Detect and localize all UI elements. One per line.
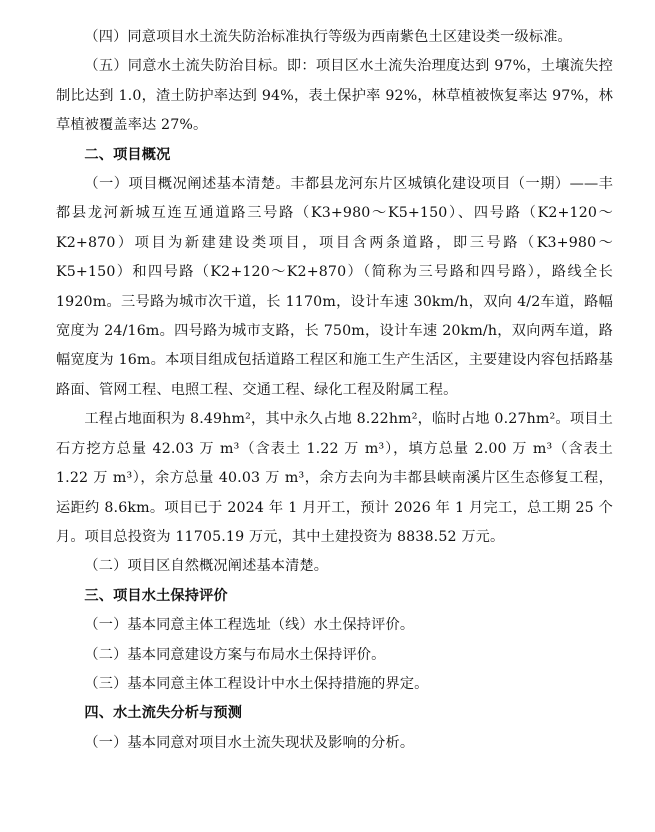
paragraph-site-selection-evaluation: （一）基本同意主体工程选址（线）水土保持评价。 <box>84 617 415 634</box>
paragraph-prevention-targets: （五）同意水土流失防治目标。即：项目区水土流失治理度达到 97%，土壤流失控制比达到 1.0，渣土防护率达到 94%，表土保护率 92%，林草植被恢复率达 97%，林草植被覆盖率达 27%。 <box>56 58 613 134</box>
section-heading-erosion-analysis: 四、水土流失分析与预测 <box>84 705 243 722</box>
paragraph-erosion-status-analysis: （一）基本同意对项目水土流失现状及影响的分析。 <box>84 734 415 751</box>
section-heading-project-overview: 二、项目概况 <box>84 146 171 163</box>
paragraph-land-and-earthwork: 工程占地面积为 8.49hm²，其中永久占地 8.22hm²，临时占地 0.27hm²。项目土石方挖方总量 42.03 万 m³（含表土 1.22 万 m³），填方总量 2.00 万 m³（含表土 1.22 万 m³），余方总量 40.03 万 m³，余方去向为丰都县峡南溪片区生态修复工程，运距约 8.6km。项目已于 2024 年 1 月开工，预计 2026 年 1 月完工，总工期 25 个月。项目总投资为 11705.19 万元，其中土建投资为 8838.52 万元。 <box>56 411 613 545</box>
paragraph-project-summary: （一）项目概况阐述基本清楚。丰都县龙河东片区城镇化建设项目（一期）——丰都县龙河新城互连互通道路三号路（K3+980～K5+150）、四号路（K2+120～K2+870）项目为新建建设类项目，项目含两条道路，即三号路（K3+980～K5+150）和四号路（K2+120～K2+870）（简称为三号路和四号路），路线全长 1920m。三号路为城市次干道，长 1170m，设计车速 30km/h，双向 4/2车道，路幅宽度为 24/16m。四号路为城市支路，长 750m，设计车速 20km/h，双向两车道，路幅宽度为 16m。本项目组成包括道路工程区和施工生产生活区，主要建设内容包括路基路面、管网工程、电照工程、交通工程、绿化工程及附属工程。 <box>56 176 613 398</box>
section-heading-soil-conservation-evaluation: 三、项目水土保持评价 <box>84 587 228 604</box>
paragraph-prevention-standard: （四）同意项目水土流失防治标准执行等级为西南紫色土区建设类一级标准。 <box>84 29 572 45</box>
paragraph-measures-definition: （三）基本同意主体工程设计中水土保持措施的界定。 <box>84 675 429 692</box>
paragraph-layout-evaluation: （二）基本同意建设方案与布局水土保持评价。 <box>84 646 386 663</box>
paragraph-natural-conditions: （二）项目区自然概况阐述基本清楚。 <box>84 558 329 575</box>
